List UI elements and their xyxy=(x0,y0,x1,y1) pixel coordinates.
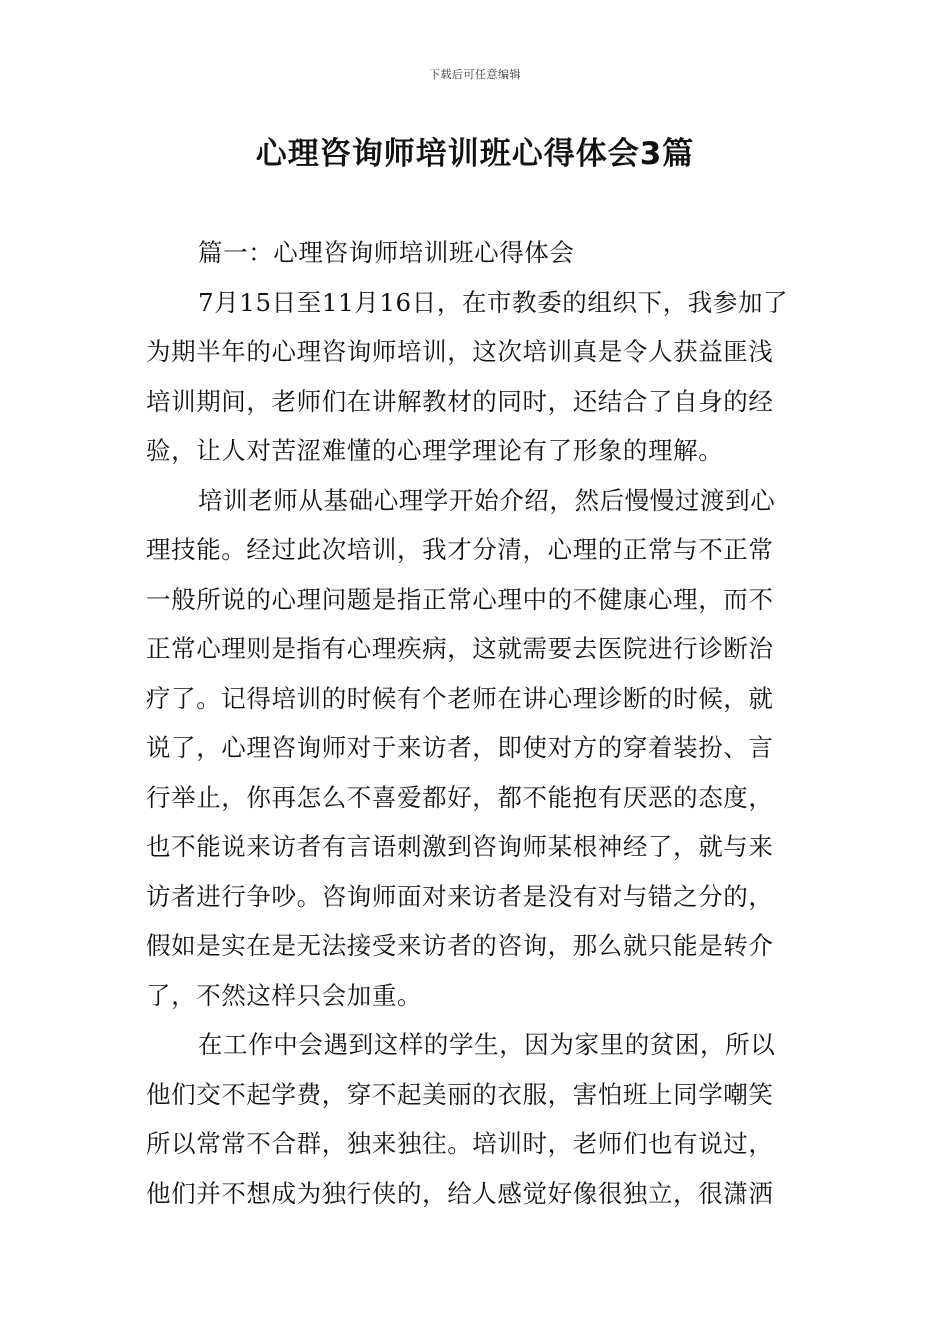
paragraph-2-line-6: 说了，心理咨询师对于来访者，即使对方的穿着装扮、言 xyxy=(146,733,774,762)
paragraph-3-line-3: 所以常常不合群，独来独往。培训时，老师们也有说过， xyxy=(146,1129,774,1158)
paragraph-2-line-4: 正常心理则是指有心理疾病，这就需要去医院进行诊断治 xyxy=(146,634,774,663)
paragraph-2-line-11: 了，不然这样只会加重。 xyxy=(146,980,423,1010)
paragraph-2-line-7: 行举止，你再怎么不喜爱都好，都不能抱有厌恶的态度， xyxy=(146,782,774,812)
header-note: 下载后可任意编辑 xyxy=(429,68,521,81)
paragraph-3-line-4: 他们并不想成为独行侠的，给人感觉好像很独立，很潇洒 xyxy=(146,1178,774,1208)
paragraph-3-line-2: 他们交不起学费，穿不起美丽的衣服，害怕班上同学嘲笑 xyxy=(146,1079,774,1109)
paragraph-1-line-3: 培训期间，老师们在讲解教材的同时，还结合了自身的经 xyxy=(146,386,774,416)
paragraph-2-line-2: 理技能。经过此次培训，我才分清，心理的正常与不正常 xyxy=(146,535,774,564)
paragraph-2-line-9: 访者进行争吵。咨询师面对来访者是没有对与错之分的， xyxy=(146,881,774,911)
paragraph-1-line-4: 验，让人对苦涩难懂的心理学理论有了形象的理解。 xyxy=(146,436,724,465)
paragraph-2-line-8: 也不能说来访者有言语刺激到咨询师某根神经了，就与来 xyxy=(146,832,774,861)
paragraph-1-line-1: 7月15日至11月16日，在市教委的组织下，我参加了 xyxy=(198,287,789,317)
document-body xyxy=(146,228,811,1218)
document-title: 心理咨询师培训班心得体会3篇 xyxy=(255,136,695,172)
paragraph-2-line-3: 一般所说的心理问题是指正常心理中的不健康心理，而不 xyxy=(146,584,774,614)
paragraph-3-line-1: 在工作中会遇到这样的学生，因为家里的贫困，所以 xyxy=(198,1030,776,1059)
paragraph-2-line-10: 假如是实在是无法接受来访者的咨询，那么就只能是转介 xyxy=(146,931,774,960)
paragraph-1-line-2: 为期半年的心理咨询师培训，这次培训真是令人获益匪浅 xyxy=(146,337,774,366)
section-heading: 篇一：心理咨询师培训班心得体会 xyxy=(198,238,575,267)
paragraph-2-line-1: 培训老师从基础心理学开始介绍，然后慢慢过渡到心 xyxy=(198,485,776,515)
paragraph-2-line-5: 疗了。记得培训的时候有个老师在讲心理诊断的时候，就 xyxy=(146,683,774,713)
